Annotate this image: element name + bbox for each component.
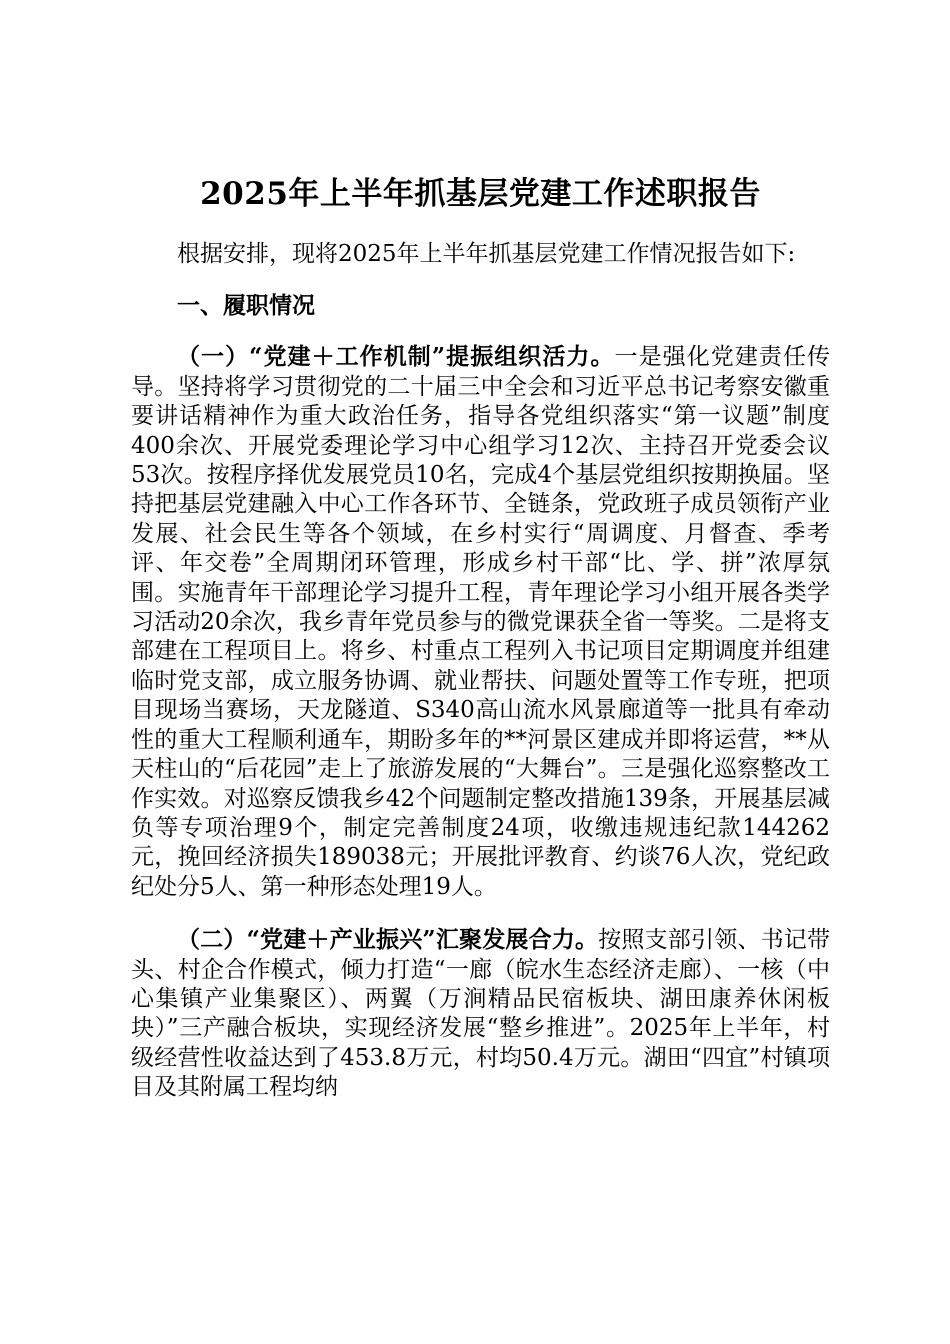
intro-paragraph: 根据安排，现将2025年上半年抓基层党建工作情况报告如下: (177, 241, 796, 267)
document-title: 2025年上半年抓基层党建工作述职报告 (200, 176, 761, 212)
paragraph-party-building-mechanism (131, 342, 830, 902)
paragraph-lead: （二）“党建＋产业振兴”汇聚发展合力。 (177, 926, 599, 954)
section-heading-performance: 一、履职情况 (177, 292, 315, 320)
paragraph-body: 按照支部引领、书记带头、村企合作模式，倾力打造“一廊（皖水生态经济走廊）、一核（中心集镇产业集聚区）、两翼（万涧精品民宿板块、湖田康养休闲板块）”三产融合板块，实现经济发展“整乡推进”。2025年上半年，村级经营性收益达到了453.8万元，村均50.4万元。湖田“四宜”村镇项目及其附属工程均纳 (131, 927, 830, 1101)
paragraph-body: 一是强化党建责任传导。坚持将学习贯彻党的二十届三中全会和习近平总书记考察安徽重要讲话精神作为重大政治任务，指导各党组织落实“第一议题”制度400余次、开展党委理论学习中心组学习12次、主持召开党委会议53次。按程序择优发展党员10名，完成4个基层党组织按期换届。坚持把基层党建融入中心工作各环节、全链条，党政班子成员领衔产业发展、社会民生等各个领域，在乡村实行“周调度、月督查、季考评、年交卷”全周期闭环管理，形成乡村干部“比、学、拼”浓厚氛围。实施青年干部理论学习提升工程，青年理论学习小组开展各类学习活动20余次，我乡青年党员参与的微党课获全省一等奖。二是将支部建在工程项目上。将乡、村重点工程列入书记项目定期调度并组建临时党支部，成立服务协调、就业帮扶、问题处置等工作专班，把项目现场当赛场，天龙隧道、S340高山流水风景廊道等一批具有牵动性的重大工程顺利通车，期盼多年的**河景区建成并即将运营，**从天柱山的“后花园”走上了旅游发展的“大舞台”。三是强化巡察整改工作实效。对巡察反馈我乡42个问题制定整改措施139条，开展基层减负等专项治理9个，制定完善制度24项，收缴违规违纪款144262元，挽回经济损失189038元；开展批评教育、约谈76人次，党纪政纪处分5人、第一种形态处理19人。 (131, 344, 831, 900)
paragraph-industry-revitalization (131, 925, 830, 1102)
paragraph-lead: （一）“党建＋工作机制”提振组织活力。 (177, 343, 615, 371)
